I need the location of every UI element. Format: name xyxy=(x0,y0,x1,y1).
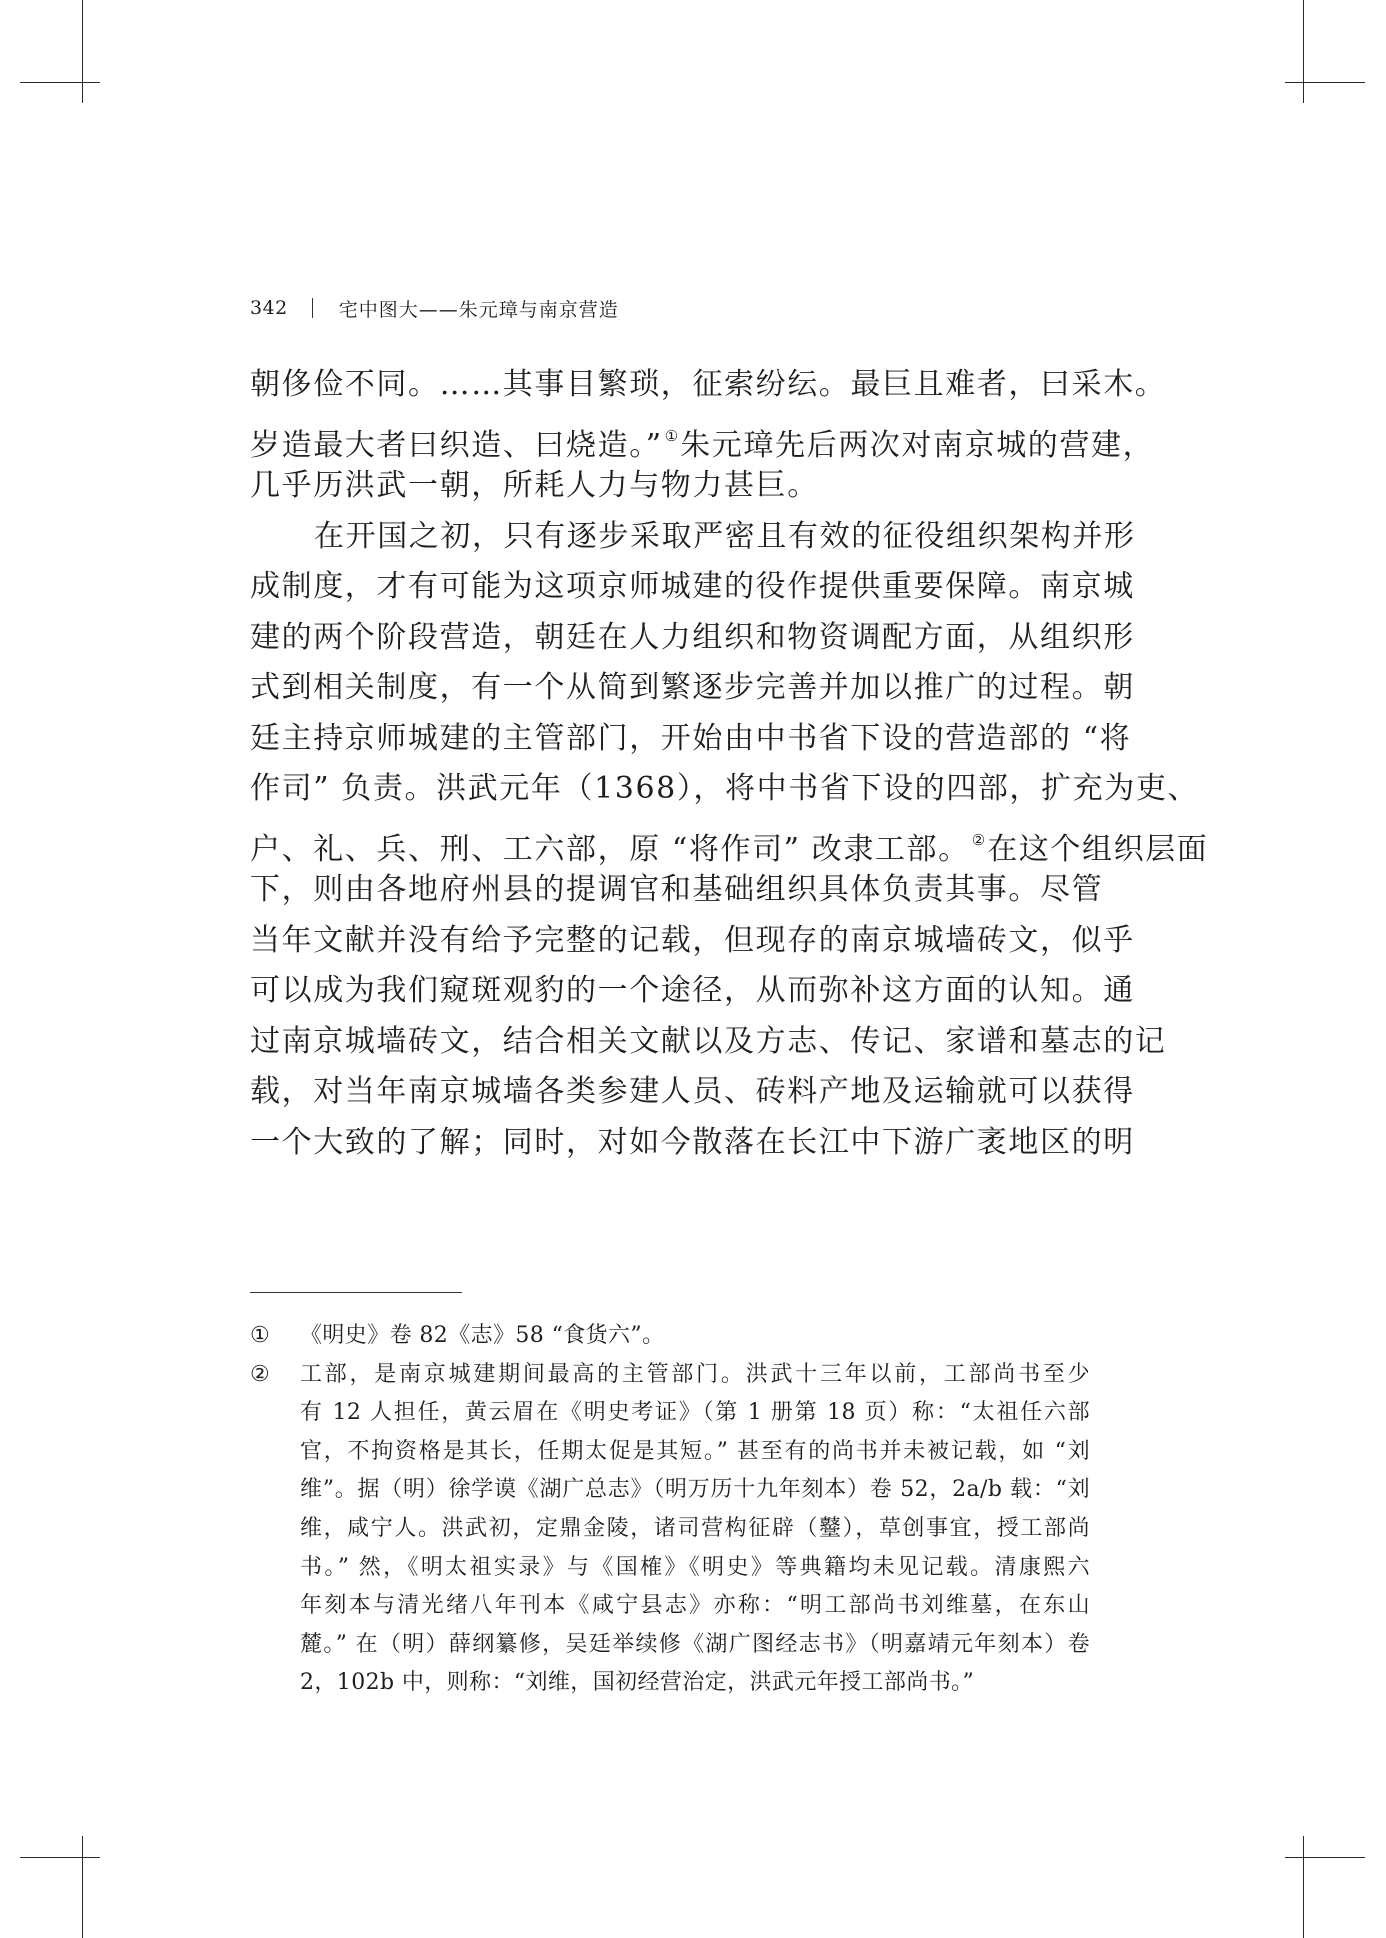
footnote-line: 工部，是南京城建期间最高的主管部门。洪武十三年以前，工部尚书至少 xyxy=(300,1361,1090,1387)
footnote-line: 《明史》卷 82《志》58 “食货六”。 xyxy=(300,1323,665,1348)
book-title: 宅中图大——朱元璋与南京营造 xyxy=(338,298,619,321)
footnote xyxy=(250,1356,1090,1703)
text-line: 几乎历洪武一朝，所耗人力与物力甚巨。 xyxy=(250,468,819,503)
footnote-line: 官，不拘资格是其长，任期太促是其短。” 甚至有的尚书并未被记载，如 “刘 xyxy=(300,1438,1090,1464)
footnote-mark: ② xyxy=(250,1361,270,1387)
footnote xyxy=(250,1317,1090,1356)
crop-mark xyxy=(1285,1857,1365,1858)
text-line: 朝侈俭不同。……其事目繁琐，征索纷纭。最巨且难者，曰采木。 xyxy=(250,367,1167,402)
crop-mark xyxy=(20,82,100,83)
text-line: 一个大致的了解；同时，对如今散落在长江中下游广袤地区的明 xyxy=(250,1124,1135,1160)
text-line: 下，则由各地府州县的提调官和基础组织具体负责其事。尽管 xyxy=(250,872,1104,907)
body-text xyxy=(250,360,1209,1168)
crop-mark xyxy=(82,0,83,103)
footnote-rule xyxy=(250,1292,462,1293)
footnote-ref[interactable]: ① xyxy=(664,426,679,445)
text-line: 当年文献并没有给予完整的记载，但现存的南京城墙砖文，似乎 xyxy=(250,922,1135,958)
crop-mark xyxy=(82,1836,83,1938)
running-header xyxy=(250,292,1150,324)
text-line: 岁造最大者曰织造、曰烧造。” ①朱元璋先后两次对南京城的营建， xyxy=(250,426,1155,463)
text-line: 式到相关制度，有一个从简到繁逐步完善并加以推广的过程。朝 xyxy=(250,670,1135,705)
text-line: 在开国之初，只有逐步采取严密且有效的征役组织架构并形 xyxy=(314,518,1136,554)
crop-mark xyxy=(1285,82,1365,83)
crop-mark xyxy=(1303,0,1304,103)
footnote-line: 维”。据（明）徐学谟《湖广总志》（明万历十九年刻本）卷 52，2a/b 载：“刘 xyxy=(300,1477,1090,1503)
crop-mark xyxy=(20,1857,100,1858)
text-line: 户、礼、兵、刑、工六部，原 “将作司” 改隶工部。 ②在这个组织层面 xyxy=(250,830,1209,867)
text-line: 成制度，才有可能为这项京师城建的役作提供重要保障。南京城 xyxy=(250,569,1135,604)
text-line: 作司” 负责。洪武元年（1368），将中书省下设的四部，扩充为吏、 xyxy=(250,771,1200,806)
text-line: 廷主持京师城建的主管部门，开始由中书省下设的营造部的 “将 xyxy=(250,720,1132,756)
footnote-line: 书。” 然，《明太祖实录》与《国榷》《明史》等典籍均未见记载。清康熙六 xyxy=(300,1554,1090,1580)
text-line: 可以成为我们窥斑观豹的一个途径，从而弥补这方面的认知。通 xyxy=(250,973,1135,1008)
footnotes xyxy=(250,1317,1090,1703)
header-separator xyxy=(312,298,313,318)
footnote-line: 2，102b 中，则称：“刘维，国初经营治定，洪武元年授工部尚书。” xyxy=(300,1670,975,1696)
footnote-line: 年刻本与清光绪八年刊本《咸宁县志》亦称：“明工部尚书刘维墓，在东山 xyxy=(300,1593,1090,1619)
footnote-line: 维，咸宁人。洪武初，定鼎金陵，诸司营构征辟（鼞），草创事宜，授工部尚 xyxy=(300,1515,1090,1541)
crop-mark xyxy=(1303,1836,1304,1938)
footnote-ref[interactable]: ② xyxy=(971,830,986,849)
footnote-mark: ① xyxy=(250,1323,270,1348)
page-number: 342 xyxy=(250,297,288,319)
text-line: 载，对当年南京城墙各类参建人员、砖料产地及运输就可以获得 xyxy=(250,1074,1135,1109)
text-line: 建的两个阶段营造，朝廷在人力组织和物资调配方面，从组织形 xyxy=(250,619,1135,655)
footnote-line: 有 12 人担任，黄云眉在《明史考证》（第 1 册第 18 页）称：“太祖任六部 xyxy=(300,1400,1090,1426)
text-line: 过南京城墙砖文，结合相关文献以及方志、传记、家谱和墓志的记 xyxy=(250,1023,1167,1059)
footnote-line: 麓。” 在（明）薛纲纂修，吴廷举续修《湖广图经志书》（明嘉靖元年刻本）卷 xyxy=(300,1631,1090,1657)
